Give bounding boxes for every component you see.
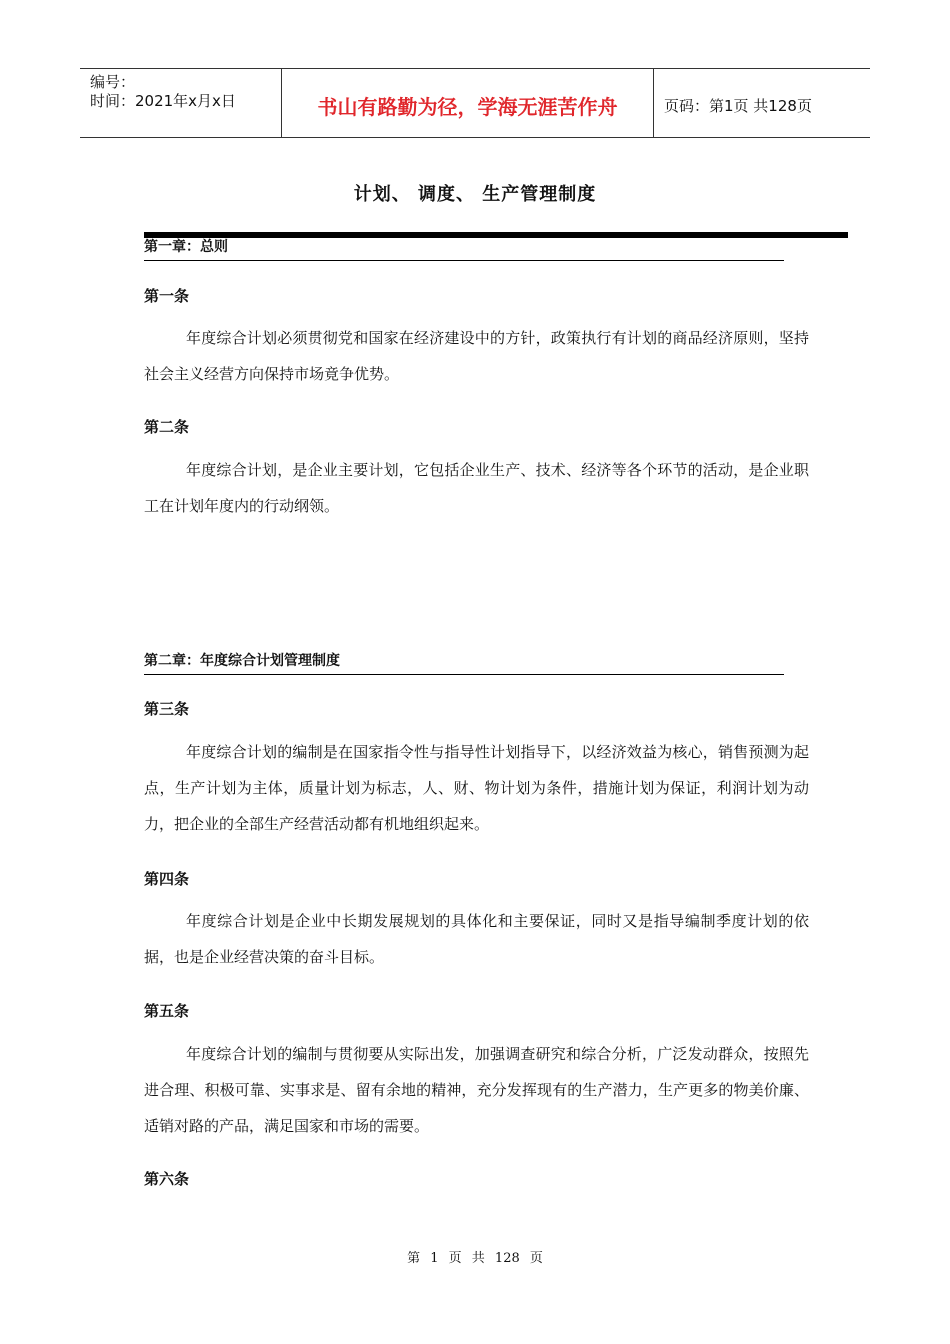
chapter-1-heading: 第一章：总则: [144, 238, 784, 261]
time-label: 时间：2021年x月x日: [90, 92, 236, 110]
article-6-label: 第六条: [144, 1170, 190, 1188]
article-5-label: 第五条: [144, 1002, 190, 1020]
header-meta: [80, 69, 281, 137]
article-2-text: 年度综合计划，是企业主要计划，它包括企业生产、技术、经济等各个环节的活动，是企业职工在计划年度内的行动纲领。: [144, 461, 809, 515]
motto: 书山有路勤为径，学海无涯苦作舟: [281, 69, 654, 137]
article-5-text: 年度综合计划的编制与贯彻要从实际出发，加强调查研究和综合分析，广泛发动群众，按照先进合理、积极可靠、实事求是、留有余地的精神，充分发挥现有的生产潜力，生产更多的物美价廉、适销对路的产品，满足国家和市场的需要。: [144, 1045, 809, 1135]
page-footer: 第 1 页 共 128 页: [407, 1251, 543, 1266]
chapter-2-heading: 第二章：年度综合计划管理制度: [144, 652, 784, 675]
article-3-label: 第三条: [144, 700, 190, 718]
article-1-label: 第一条: [144, 287, 190, 305]
article-4-label: 第四条: [144, 870, 190, 888]
number-label: 编号：: [90, 73, 136, 91]
header-table: [80, 68, 870, 138]
page-info: 页码：第1页 共128页: [664, 96, 812, 115]
article-2-label: 第二条: [144, 418, 190, 436]
document-title: 计划、 调度、 生产管理制度: [353, 184, 597, 205]
article-3-text: 年度综合计划的编制是在国家指令性与指导性计划指导下，以经济效益为核心，销售预测为起点，生产计划为主体，质量计划为标志，人、财、物计划为条件，措施计划为保证，利润计划为动力，把企业的全部生产经营活动都有机地组织起来。: [144, 743, 809, 833]
article-4-text: 年度综合计划是企业中长期发展规划的具体化和主要保证，同时又是指导编制季度计划的依据，也是企业经营决策的奋斗目标。: [144, 912, 809, 966]
article-1-text: 年度综合计划必须贯彻党和国家在经济建设中的方针，政策执行有计划的商品经济原则，坚持社会主义经营方向保持市场竟争优势。: [144, 329, 809, 383]
